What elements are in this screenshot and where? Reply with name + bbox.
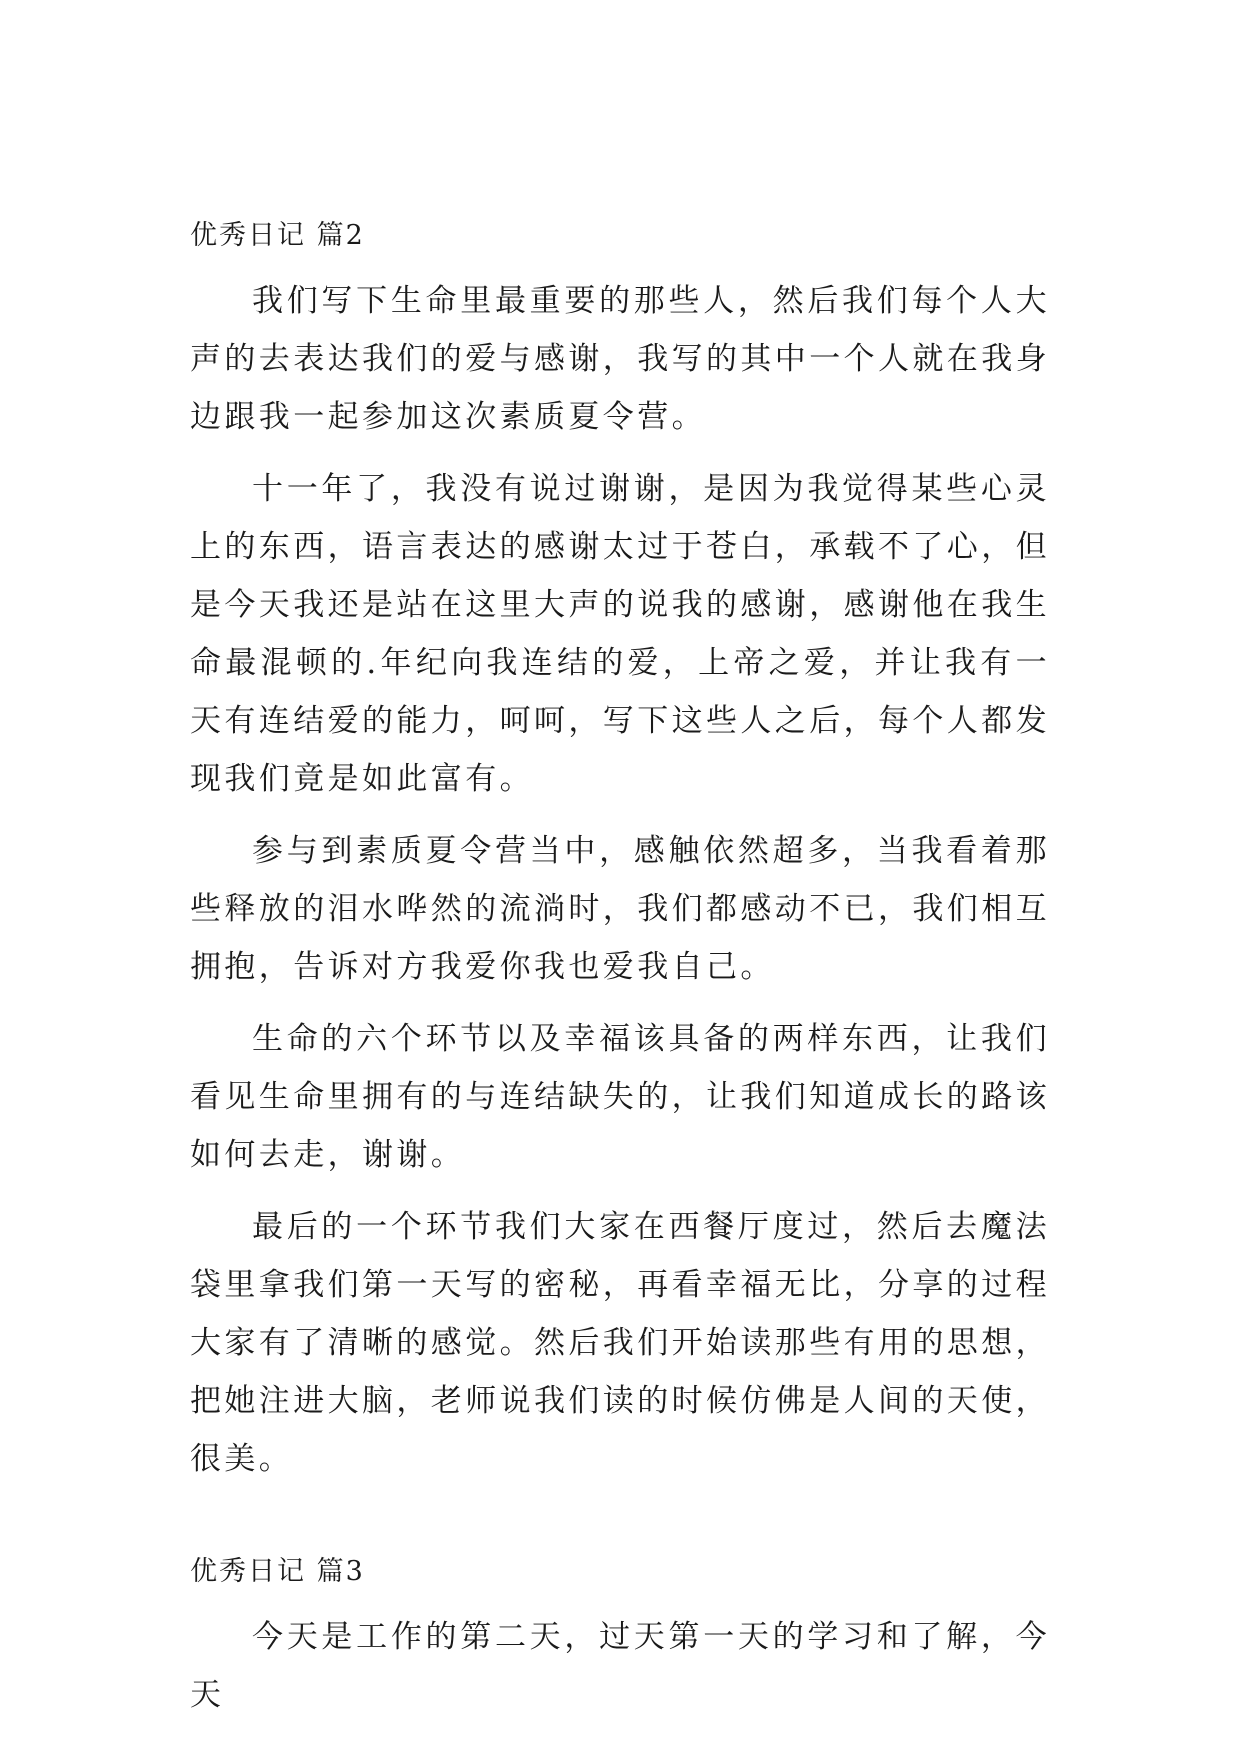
paragraph: 我们写下生命里最重要的那些人，然后我们每个人大声的去表达我们的爱与感谢，我写的其中一个人就在我身边跟我一起参加这次素质夏令营。 bbox=[190, 283, 1050, 435]
paragraph: 生命的六个环节以及幸福该具备的两样东西，让我们看见生命里拥有的与连结缺失的，让我们知道成长的路该如何去走，谢谢。 bbox=[190, 1021, 1050, 1173]
document-body bbox=[190, 218, 1050, 1738]
section-title-2: 优秀日记 篇2 bbox=[190, 220, 365, 251]
paragraph: 参与到素质夏令营当中，感触依然超多，当我看着那些释放的泪水哗然的流淌时，我们都感动不已，我们相互拥抱，告诉对方我爱你我也爱我自己。 bbox=[190, 833, 1050, 985]
paragraph: 最后的一个环节我们大家在西餐厅度过，然后去魔法袋里拿我们第一天写的密秘，再看幸福无比，分享的过程大家有了清晰的感觉。然后我们开始读那些有用的思想，把她注进大脑，老师说我们读的时候仿佛是人间的天使，很美。 bbox=[190, 1209, 1050, 1477]
paragraph: 今天是工作的第二天，过天第一天的学习和了解，今天 bbox=[190, 1619, 1050, 1713]
section-spacer bbox=[190, 1502, 1050, 1554]
section-title-3: 优秀日记 篇3 bbox=[190, 1556, 365, 1587]
paragraph: 十一年了，我没有说过谢谢，是因为我觉得某些心灵上的东西，语言表达的感谢太过于苍白，承载不了心，但是今天我还是站在这里大声的说我的感谢，感谢他在我生命最混顿的.年纪向我连结的爱，上帝之爱，并让我有一天有连结爱的能力，呵呵，写下这些人之后，每个人都发现我们竟是如此富有。 bbox=[190, 471, 1050, 797]
